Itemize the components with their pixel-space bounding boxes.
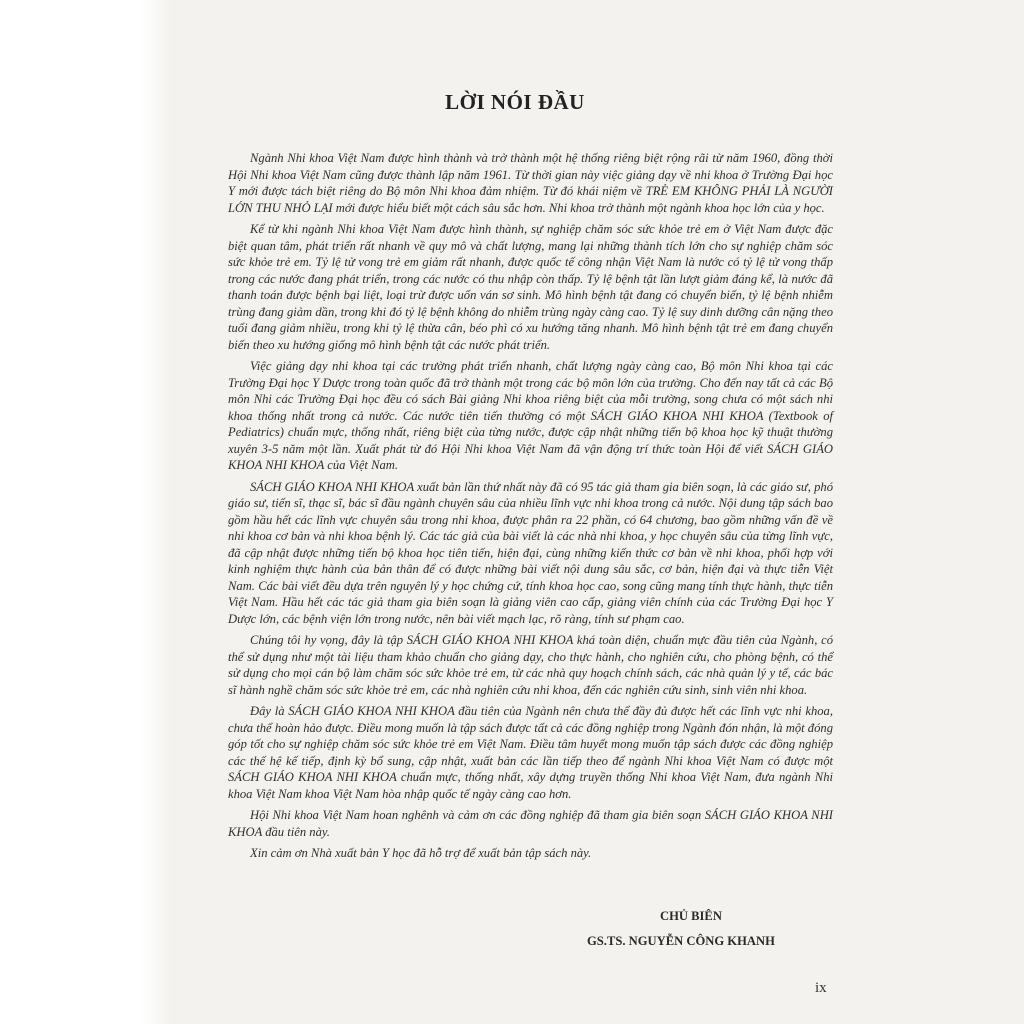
signature-role: CHỦ BIÊN (660, 909, 722, 923)
page-title: LỜI NÓI ĐẦU (445, 90, 585, 114)
paragraph: Chúng tôi hy vọng, đây là tập SÁCH GIÁO KHOA NHI KHOA khá toàn diện, chuẩn mực đầu tiên của Ngành, có thể sử dụng như một tài liệu tham khảo chuẩn cho giảng dạy, cho thực hành, cho nghiên cứu, cho phòng bệnh, có thể sử dụng cho mọi cán bộ làm chăm sóc sức khỏe trẻ em, từ các nhà quy hoạch chính sách, các nhà quản lý y tế, các bác sĩ hành nghề chăm sóc sức khỏe trẻ em, các nhà nghiên cứu nhi khoa, đến các nghiên cứu sinh, sinh viên nhi khoa. (228, 633, 833, 697)
paragraph: Đây là SÁCH GIÁO KHOA NHI KHOA đầu tiên của Ngành nên chưa thể đầy đủ được hết các lĩnh vực nhi khoa, chưa thể hoàn hảo được. Điều mong muốn là tập sách được tất cả các đồng nghiệp trong Ngành đón nhận, là một đóng góp tốt cho sự nghiệp chăm sóc sức khỏe trẻ em Việt Nam. Điều tâm huyết mong muốn tập sách được các đồng nghiệp các thế hệ kế tiếp, định kỳ bổ sung, cập nhật, xuất bản các lần tiếp theo để ngành Nhi khoa Việt Nam có được một SÁCH GIÁO KHOA NHI KHOA chuẩn mực, thống nhất, xây dựng truyền thống Nhi khoa Việt Nam, đưa ngành Nhi khoa Việt Nam khoa Việt Nam hòa nhập quốc tế ngày càng cao hơn. (228, 704, 833, 801)
page-number: ix (815, 980, 827, 996)
paragraph: Việc giảng dạy nhi khoa tại các trường phát triển nhanh, chất lượng ngày càng cao, Bộ môn Nhi khoa tại các Trường Đại học Y Dược trong toàn quốc đã trở thành một trong các bộ môn lớn của trường. Cho đến nay tất cả các Bộ môn Nhi các Trường Đại học đều có sách Bài giảng Nhi khoa riêng biệt của mỗi trường, song chưa có một sách nhi khoa thống nhất trong cả nước. Các nước tiên tiến thường có một SÁCH GIÁO KHOA NHI KHOA (Textbook of Pediatrics) chuẩn mực, thống nhất, riêng biệt của từng nước, được cập nhật những tiến bộ khoa học kỹ thuật thường xuyên 3-5 năm một lần. Xuất phát từ đó Hội Nhi khoa Việt Nam đã vận động trí thức toàn Hội để viết SÁCH GIÁO KHOA NHI KHOA của Việt Nam. (228, 359, 833, 472)
page-binding-margin (0, 0, 175, 1024)
book-page (175, 0, 1024, 1024)
paragraph: SÁCH GIÁO KHOA NHI KHOA xuất bản lần thứ nhất này đã có 95 tác giả tham gia biên soạn, là các giáo sư, phó giáo sư, tiến sĩ, thạc sĩ, bác sĩ đầu ngành chuyên sâu của nhiều lĩnh vực nhi khoa trong cả nước. Nội dung tập sách bao gồm hầu hết các lĩnh vực chuyên sâu trong nhi khoa, được phân ra 22 phần, có 64 chương, bao gồm những vấn đề về nhi khoa cơ bản và nhi khoa bệnh lý. Các tác giả của bài viết là các nhà nhi khoa, y học chuyên sâu của từng lĩnh vực, đã cập nhật được những tiến bộ khoa học tiên tiến, hiện đại, cùng những kiến thức cơ bản về nhi khoa, phối hợp với kinh nghiệm thực hành của bản thân để có được những bài viết nội dung sâu sắc, cơ bản, hiện đại và thực tiễn Việt Nam. Các bài viết đều dựa trên nguyên lý y học chứng cứ, tính khoa học cao, song cũng mang tính thực hành, thực tiễn Việt Nam. Hầu hết các tác giả tham gia biên soạn là giảng viên cao cấp, giảng viên chính của các Trường Đại học Y Dược lớn, các bệnh viện lớn trong nước, nên bài viết mạch lạc, rõ ràng, tính sư phạm cao. (228, 479, 833, 626)
paragraph: Hội Nhi khoa Việt Nam hoan nghênh và cảm ơn các đồng nghiệp đã tham gia biên soạn SÁCH GIÁO KHOA NHI KHOA đầu tiên này. (228, 808, 833, 839)
paragraph: Xin cảm ơn Nhà xuất bản Y học đã hỗ trợ để xuất bản tập sách này. (250, 846, 592, 860)
preface-body (228, 150, 833, 867)
paragraph: Kể từ khi ngành Nhi khoa Việt Nam được hình thành, sự nghiệp chăm sóc sức khỏe trẻ em ở Việt Nam được đặc biệt quan tâm, phát triển rất nhanh về quy mô và chất lượng, mang lại những thành tích lớn cho sự nghiệp chăm sóc sức khỏe trẻ em. Tỷ lệ tử vong trẻ em giảm rất nhanh, được quốc tế công nhận Việt Nam là nước có tỷ lệ tử vong thấp trong các nước đang phát triển, trong các nước có thu nhập còn thấp. Tỷ lệ bệnh tật lần lượt giảm đáng kể, là nước đã thanh toán được bệnh bại liệt, loại trừ được uốn ván sơ sinh. Mô hình bệnh tật đang có chuyển biến, tỷ lệ bệnh nhiễm trùng đang giảm dần, trong khi đó tỷ lệ bệnh không do nhiễm trùng ngày càng cao. Tỷ lệ suy dinh dưỡng cân nặng theo tuổi đang giảm nhiều, trong khi tỷ lệ thừa cân, béo phì có xu hướng tăng nhanh. Mô hình bệnh tật trẻ em đang chuyển biến theo xu hướng giống mô hình bệnh tật các nước phát triển. (228, 222, 833, 352)
signature-name: GS.TS. NGUYỄN CÔNG KHANH (587, 934, 775, 948)
paragraph: Ngành Nhi khoa Việt Nam được hình thành và trở thành một hệ thống riêng biệt rộng rãi từ năm 1960, đồng thời Hội Nhi khoa Việt Nam cũng được thành lập năm 1961. Từ thời gian này việc giảng dạy về nhi khoa ở Trường Đại học Y mới được tách biệt riêng do Bộ môn Nhi khoa đảm nhiệm. Từ đó khái niệm về TRẺ EM KHÔNG PHẢI LÀ NGƯỜI LỚN THU NHỎ LẠI mới được hiểu biết một cách sâu sắc hơn. Nhi khoa trở thành một ngành khoa học lớn của y học. (228, 151, 833, 215)
